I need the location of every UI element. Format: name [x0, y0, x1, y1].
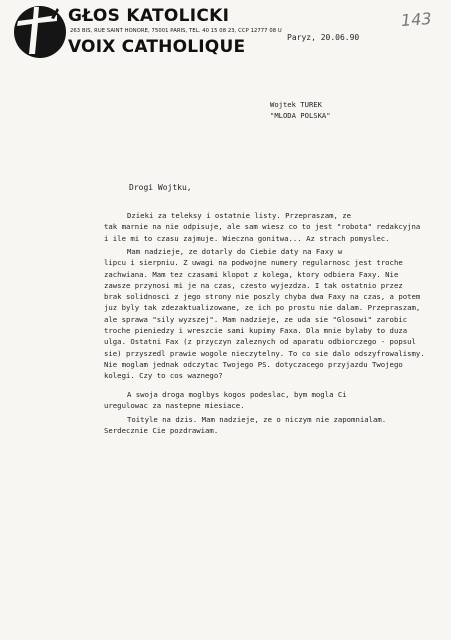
recipient-name: Wojtek TUREK	[270, 100, 322, 109]
salutation: Drogi Wojtku,	[129, 183, 192, 192]
paragraph-line: ale sprawa "sily wyzszej". Mam nadzieje, ze uda sie "Glosowi" zarobic	[104, 314, 408, 324]
paragraph-line: kolegi. Czy to cos waznego?	[104, 371, 223, 381]
paragraph-1	[104, 210, 420, 244]
paragraph-line: i ile mi to czasu zajmuje. Wieczna gonitwa... Az strach pomyslec.	[104, 233, 390, 243]
handwritten-page-number: 143	[400, 8, 433, 31]
paragraph-line: lipcu i sierpniu. Z uwagi na podwojne numery regularnosc jest troche	[104, 258, 403, 268]
paragraph-line: troche pieniedzy i wreszcie sami kupimy Faxa. Dla mnie bylaby to duza	[104, 326, 408, 336]
recipient-organization: "MLODA POLSKA"	[270, 111, 331, 120]
paragraph-line: Serdecznie Cie pozdrawiam.	[104, 426, 219, 436]
letterhead-address: 263 BIS, RUE SAINT HONORE, 75001 PARIS, TEL. 40 15 08 23, CCP 12777 08 U	[70, 28, 282, 34]
paragraph-line: zawsze przynosi mi je na czas, czesto wyjezdza. I tak ostatnio przez	[104, 280, 403, 290]
paragraph-line: uregulowac za nastepne miesiace.	[104, 401, 245, 411]
paragraph-line: juz byly tak zdezaktualizowane, ze ich po prostu nie dalam. Przepraszam,	[104, 303, 421, 313]
paragraph-2	[104, 246, 425, 382]
paragraph-line: A swoja droga moglbys kogos podeslac, bym mogla Ci	[127, 390, 347, 399]
paragraph-line: sie) przyszedl prawie wogole nieczytelny. To co sie dalo odszyfrowalismy.	[104, 348, 425, 358]
brand-name-polish: GŁOS KATOLICKI	[68, 6, 230, 26]
paragraph-line: Nie moglam jednak odczytac Twojego PS. dotyczacego przyjazdu Twojego	[104, 359, 403, 369]
recipient-block	[270, 99, 331, 121]
brand-name-french: VOIX CATHOLIQUE	[68, 37, 246, 57]
paragraph-line: Dzieki za teleksy i ostatnie listy. Przepraszam, ze	[127, 211, 352, 220]
paragraph-line: tak marnie na nie odpisuje, ale sam wiesz co to jest "robota" redakcyjna	[104, 222, 421, 232]
paragraph-line: Mam nadzieje, ze dotarly do Ciebie daty na Faxy w	[127, 247, 343, 256]
paragraph-3	[104, 389, 347, 412]
paragraph-line: Toityle na dzis. Mam nadzieje, ze o niczym nie zapomnialam.	[127, 415, 387, 424]
letter-date: Paryz, 20.06.90	[287, 33, 360, 42]
cross-logo-icon	[13, 4, 75, 60]
paragraph-4	[104, 414, 386, 437]
paragraph-line: ulga. Ostatni Fax (z przyczyn zaleznych od aparatu odbiorczego - popsul	[104, 337, 416, 347]
paragraph-line: brak solidnosci z jego strony nie poszly chyba dwa Faxy na czas, a potem	[104, 292, 421, 302]
paragraph-line: zachwiana. Mam tez czasami klopot z kolega, ktory odbiera Faxy. Nie	[104, 269, 399, 279]
